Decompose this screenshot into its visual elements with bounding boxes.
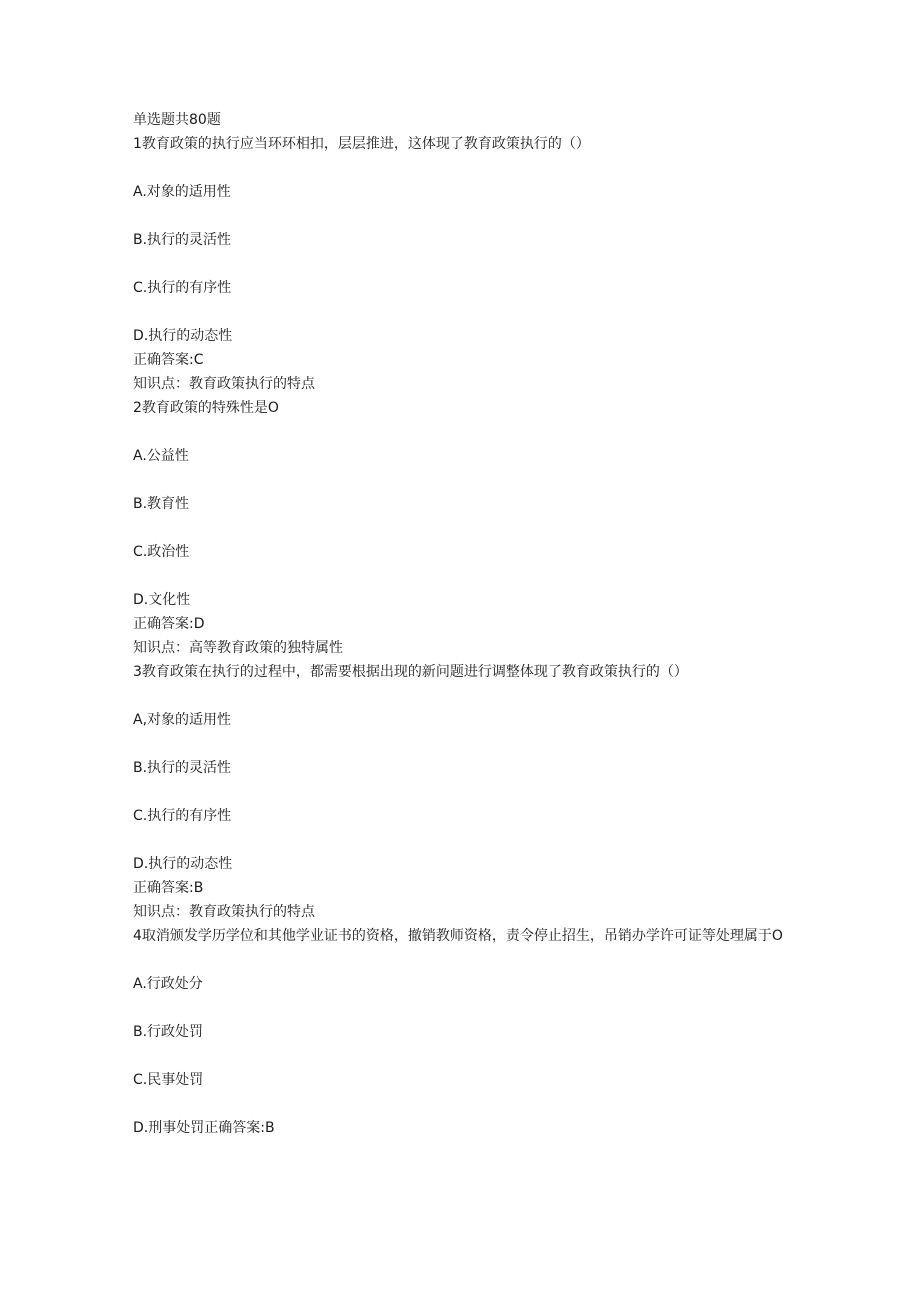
- option-c: C.执行的有序性: [133, 808, 232, 824]
- option-a: A.对象的适用性: [133, 184, 231, 200]
- option-d: D.文化性: [133, 592, 191, 608]
- question-text: 2教育政策的特殊性是O: [133, 400, 279, 416]
- question-1: [133, 132, 813, 396]
- option-a: A.公益性: [133, 448, 189, 464]
- option-b: B.执行的灵活性: [133, 232, 232, 248]
- option-a: A,对象的适用性: [133, 712, 232, 728]
- section-header: 单选题共80题: [133, 112, 221, 128]
- knowledge-point: 知识点：高等教育政策的独特属性: [133, 640, 343, 656]
- document-page: [133, 108, 813, 1140]
- knowledge-point: 知识点：教育政策执行的特点: [133, 904, 315, 920]
- option-d: D.刑事处罚正确答案:B: [133, 1120, 275, 1136]
- option-b: B.行政处罚: [133, 1024, 204, 1040]
- option-b: B.教育性: [133, 496, 190, 512]
- option-b: B.执行的灵活性: [133, 760, 232, 776]
- correct-answer: 正确答案:D: [133, 616, 205, 632]
- option-a: A.行政处分: [133, 976, 203, 992]
- option-d: D.执行的动态性: [133, 856, 233, 872]
- question-3: [133, 660, 813, 924]
- question-2: [133, 396, 813, 660]
- question-text: 3教育政策在执行的过程中，都需要根据出现的新问题进行调整体现了教育政策执行的（）: [133, 664, 688, 680]
- option-c: C.执行的有序性: [133, 280, 232, 296]
- option-c: C.政治性: [133, 544, 190, 560]
- knowledge-point: 知识点：教育政策执行的特点: [133, 376, 315, 392]
- question-text: 4取消颁发学历学位和其他学业证书的资格，撤销教师资格，责令停止招生，吊销办学许可证等处理属于O: [133, 928, 783, 944]
- question-text: 1教育政策的执行应当环环相扣，层层推进，这体现了教育政策执行的（）: [133, 136, 590, 152]
- option-d: D.执行的动态性: [133, 328, 233, 344]
- correct-answer: 正确答案:B: [133, 880, 204, 896]
- correct-answer: 正确答案:C: [133, 352, 204, 368]
- option-c: C.民事处罚: [133, 1072, 204, 1088]
- question-4: [133, 924, 813, 1140]
